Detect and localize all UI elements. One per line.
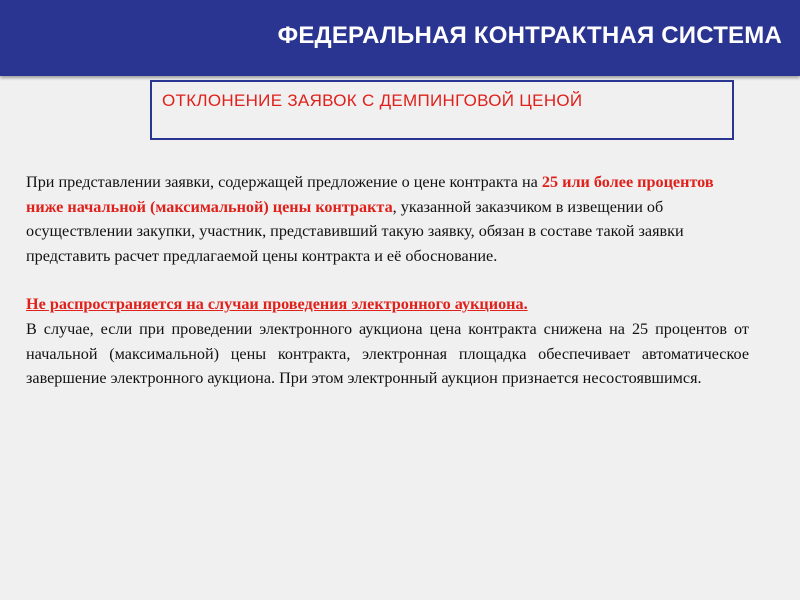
content-body: [26, 170, 749, 391]
exception-note: Не распространяется на случаи проведения электронного аукциона.: [26, 295, 528, 314]
subtitle-text: ОТКЛОНЕНИЕ ЗАЯВОК С ДЕМПИНГОВОЙ ЦЕНОЙ: [162, 91, 583, 110]
paragraph-2-body: В случае, если при проведении электронного аукциона цена контракта снижена на 25 процентов от начальной (максимальной) цены контракта, электронная площадка обеспечивает автоматическое завершение электронного аукциона. При этом электронный аукцион признается несостоявшимся.: [26, 319, 749, 388]
paragraph-2: [26, 292, 749, 390]
paragraph-1-end: , указанной заказчиком в извещении об осуществлении закупки, участник, представивший такую заявку, обязан в составе такой заявки представить расчет предлагаемой цены контракта и её обоснование.: [26, 197, 684, 265]
paragraph-1-start: При представлении заявки, содержащей предложение о цене контракта на: [26, 173, 542, 191]
paragraph-1-highlight: 25 или более процентов ниже начальной (максимальной) цены контракта: [26, 173, 714, 216]
paragraph-1: [26, 170, 749, 268]
header-title: ФЕДЕРАЛЬНАЯ КОНТРАКТНАЯ СИСТЕМА: [277, 22, 782, 49]
subtitle-box: [150, 80, 734, 140]
header-bar: [0, 0, 800, 76]
